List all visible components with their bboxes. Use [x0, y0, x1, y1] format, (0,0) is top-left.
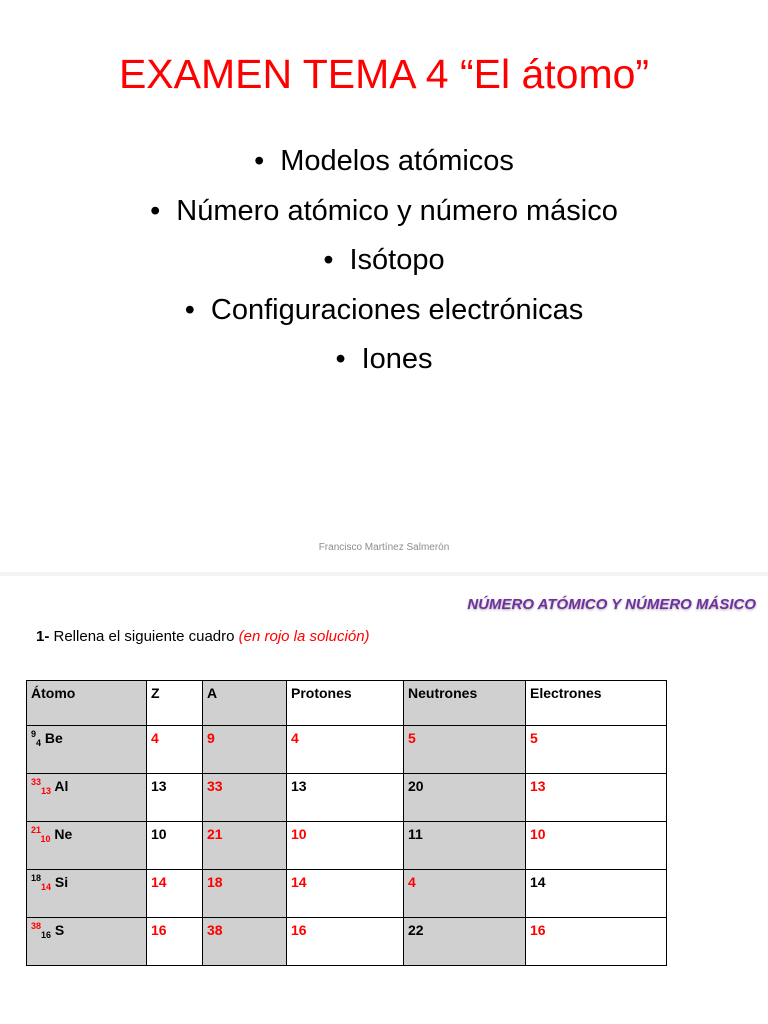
element-symbol: Be: [44, 730, 63, 746]
protons-cell: 4: [287, 726, 404, 774]
atomic-number: 13: [41, 786, 52, 796]
a-cell: 33: [203, 774, 287, 822]
a-cell: 18: [203, 870, 287, 918]
topic-list: [0, 137, 768, 385]
mass-number: 33: [31, 777, 42, 787]
mass-number: 18: [31, 873, 42, 883]
mass-number: 21: [31, 825, 41, 835]
exercise-text: Rellena el siguiente cuadro: [49, 628, 239, 645]
mass-number: 38: [31, 921, 42, 931]
atom-cell: [27, 918, 147, 966]
solution-note: (en rojo la solución): [238, 628, 370, 645]
atomic-number: 10: [40, 834, 51, 844]
topic-item: [0, 187, 768, 237]
atoms-table: [26, 680, 667, 966]
column-header-electrons: Electrones: [526, 681, 667, 726]
atomic-number: 14: [41, 882, 52, 892]
a-cell: 21: [203, 822, 287, 870]
electrons-cell: 5: [526, 726, 667, 774]
z-cell: 13: [147, 774, 203, 822]
electrons-cell: 13: [526, 774, 667, 822]
author-credit: Francisco Martínez Salmerón: [318, 542, 450, 553]
z-cell: 10: [147, 822, 203, 870]
electrons-cell: 10: [526, 822, 667, 870]
table-row: [27, 918, 667, 966]
topic-label: Iones: [361, 343, 433, 375]
neutrons-cell: 4: [404, 870, 526, 918]
neutrons-cell: 20: [404, 774, 526, 822]
protons-cell: 13: [287, 774, 404, 822]
atom-cell: [27, 774, 147, 822]
column-header-z: Z: [147, 681, 203, 726]
bullet-icon: •: [323, 244, 334, 276]
column-header-neutrons: Neutrones: [404, 681, 526, 726]
protons-cell: 16: [287, 918, 404, 966]
atomic-number: 16: [41, 930, 52, 940]
atom-cell: [27, 726, 147, 774]
neutrons-cell: 22: [404, 918, 526, 966]
atom-cell: [27, 870, 147, 918]
column-header-protons: Protones: [287, 681, 404, 726]
neutrons-cell: 11: [404, 822, 526, 870]
electrons-cell: 14: [526, 870, 667, 918]
neutrons-cell: 5: [404, 726, 526, 774]
topic-label: Modelos atómicos: [280, 145, 514, 177]
element-symbol: Al: [54, 778, 69, 794]
a-cell: 38: [203, 918, 287, 966]
z-cell: 4: [147, 726, 203, 774]
electrons-cell: 16: [526, 918, 667, 966]
column-header-a: A: [203, 681, 287, 726]
section-heading: NÚMERO ATÓMICO Y NÚMERO MÁSICO: [467, 596, 756, 613]
z-cell: 16: [147, 918, 203, 966]
topic-item: [0, 286, 768, 336]
element-symbol: S: [54, 922, 65, 938]
topic-label: Número atómico y número másico: [176, 194, 618, 227]
exercise-number: 1-: [36, 628, 50, 645]
bullet-icon: •: [254, 145, 265, 177]
atom-cell: [27, 822, 147, 870]
exercise-prompt: [36, 628, 370, 645]
table-row: [27, 726, 667, 774]
bullet-icon: •: [335, 343, 346, 375]
z-cell: 14: [147, 870, 203, 918]
bullet-icon: •: [150, 194, 161, 227]
topic-item: [0, 335, 768, 385]
table-header-row: [27, 681, 667, 726]
topic-label: Configuraciones electrónicas: [210, 293, 584, 326]
column-header-atom: Átomo: [27, 681, 147, 726]
slide-title: EXAMEN TEMA 4 “El átomo”: [118, 51, 650, 97]
topic-label: Isótopo: [349, 244, 445, 276]
protons-cell: 14: [287, 870, 404, 918]
atomic-number: 4: [36, 738, 42, 748]
bullet-icon: •: [184, 293, 195, 326]
topic-item: [0, 137, 768, 187]
protons-cell: 10: [287, 822, 404, 870]
mass-number: 9: [31, 729, 37, 739]
topic-item: [0, 236, 768, 286]
element-symbol: Ne: [54, 826, 73, 842]
a-cell: 9: [203, 726, 287, 774]
table-row: [27, 870, 667, 918]
table-row: [27, 822, 667, 870]
table-row: [27, 774, 667, 822]
element-symbol: Si: [54, 874, 69, 890]
slide-2: [0, 576, 768, 1024]
